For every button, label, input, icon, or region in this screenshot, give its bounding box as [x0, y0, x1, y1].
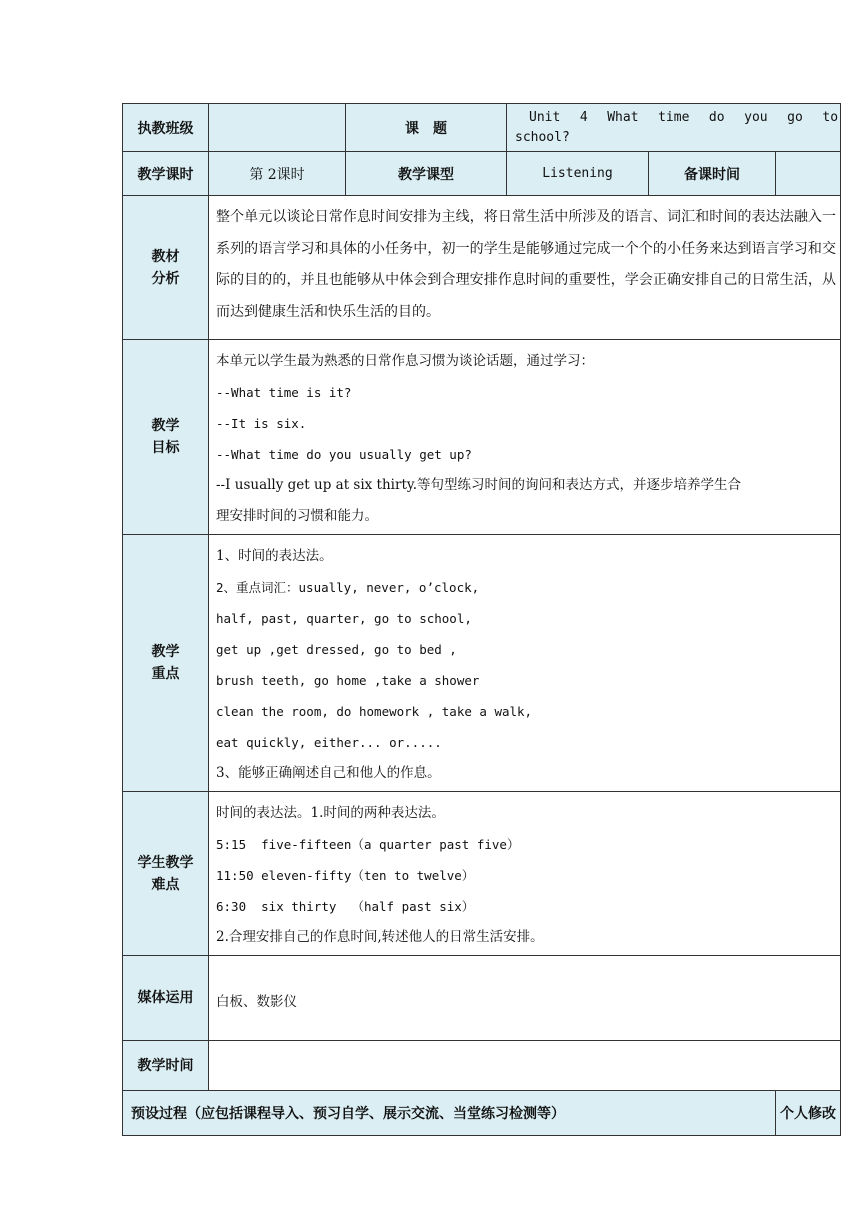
keypoints-line: 2、重点词汇：usually, never, o’clock,	[216, 580, 480, 595]
goals-line: --What time do you usually get up?	[216, 447, 472, 462]
keypoints-line: brush teeth, go home ,take a shower	[216, 673, 480, 688]
difficulties-line: 2.合理安排自己的作息时间,转述他人的日常生活安排。	[216, 929, 544, 945]
header-row-1	[123, 104, 841, 152]
keypoints-line: 3、能够正确阐述自己和他人的作息。	[216, 765, 441, 781]
keypoints-line: clean the room, do homework , take a walk,	[216, 704, 533, 719]
material-label-1: 教材	[151, 248, 180, 265]
keypoints-line: eat quickly, either... or.....	[216, 735, 442, 750]
lesson-plan-table	[122, 103, 841, 1136]
goals-label	[123, 340, 209, 535]
period-value: 第 2课时	[209, 152, 346, 196]
difficulties-line: 6:30 six thirty （half past six）	[216, 899, 475, 914]
goals-row	[123, 340, 841, 535]
material-label	[123, 196, 209, 340]
prep-value	[776, 152, 841, 196]
header-row-2	[123, 152, 841, 196]
difficulties-label-2: 难点	[151, 876, 180, 893]
keypoints-line: 1、时间的表达法。	[216, 548, 333, 564]
keypoints-text	[209, 535, 841, 792]
difficulties-line: 5:15 five-fifteen（a quarter past five）	[216, 837, 520, 852]
difficulties-row	[123, 792, 841, 956]
topic-label: 课 题	[346, 104, 507, 152]
footer-row	[123, 1091, 841, 1136]
topic-line-2: school?	[515, 130, 570, 145]
goals-line: --It is six.	[216, 416, 307, 431]
goals-line: 理安排时间的习惯和能力。	[216, 508, 378, 524]
goals-label-2: 目标	[151, 440, 180, 456]
difficulties-text	[209, 792, 841, 956]
goals-line: --What time is it?	[216, 385, 352, 400]
goals-line: --I usually get up at six thirty.等句型练习时间的询问和表达方式，并逐步培养学生合	[216, 477, 741, 493]
keypoints-line: get up ,get dressed, go to bed ,	[216, 642, 457, 657]
topic-line-1: Unit 4 What time do you go to	[529, 110, 839, 125]
period-label: 教学课时	[123, 152, 209, 196]
keypoints-label-2: 重点	[151, 666, 180, 682]
material-label-2: 分析	[151, 270, 180, 287]
process-label: 预设过程（应包括课程导入、预习自学、展示交流、当堂练习检测等）	[123, 1091, 776, 1136]
material-text: 整个单元以谈论日常作息时间安排为主线，将日常生活中所涉及的语言、词汇和时间的表达法融入一系列的语言学习和具体的小任务中，初一的学生是能够通过完成一个个的小任务来达到语言学习和交际的目的的，并且也能够从中体会到合理安排作息时间的重要性，学会正确安排自己的日常生活，从而达到健康生活和快乐生活的目的。	[209, 196, 841, 340]
type-value: Listening	[507, 152, 649, 196]
topic-value	[507, 104, 841, 152]
time-row	[123, 1041, 841, 1091]
media-row	[123, 956, 841, 1041]
media-label: 媒体运用	[123, 956, 209, 1041]
difficulties-label-1: 学生教学	[137, 854, 194, 871]
keypoints-label	[123, 535, 209, 792]
class-value	[209, 104, 346, 152]
keypoints-line: half, past, quarter, go to school,	[216, 611, 472, 626]
goals-label-1: 教学	[151, 418, 180, 434]
type-label: 教学课型	[346, 152, 507, 196]
class-label: 执教班级	[123, 104, 209, 152]
keypoints-row	[123, 535, 841, 792]
material-row	[123, 196, 841, 340]
time-text	[209, 1041, 841, 1091]
difficulties-line: 11:50 eleven-fifty（ten to twelve）	[216, 868, 475, 883]
time-label: 教学时间	[123, 1041, 209, 1091]
prep-label: 备课时间	[649, 152, 776, 196]
difficulties-line: 时间的表达法。1.时间的两种表达法。	[216, 805, 445, 821]
media-text: 白板、数影仪	[209, 956, 841, 1041]
keypoints-label-1: 教学	[151, 644, 180, 660]
goals-line: 本单元以学生最为熟悉的日常作息习惯为谈论话题，通过学习：	[216, 353, 594, 369]
difficulties-label	[123, 792, 209, 956]
goals-text	[209, 340, 841, 535]
personal-label: 个人修改	[776, 1091, 841, 1136]
